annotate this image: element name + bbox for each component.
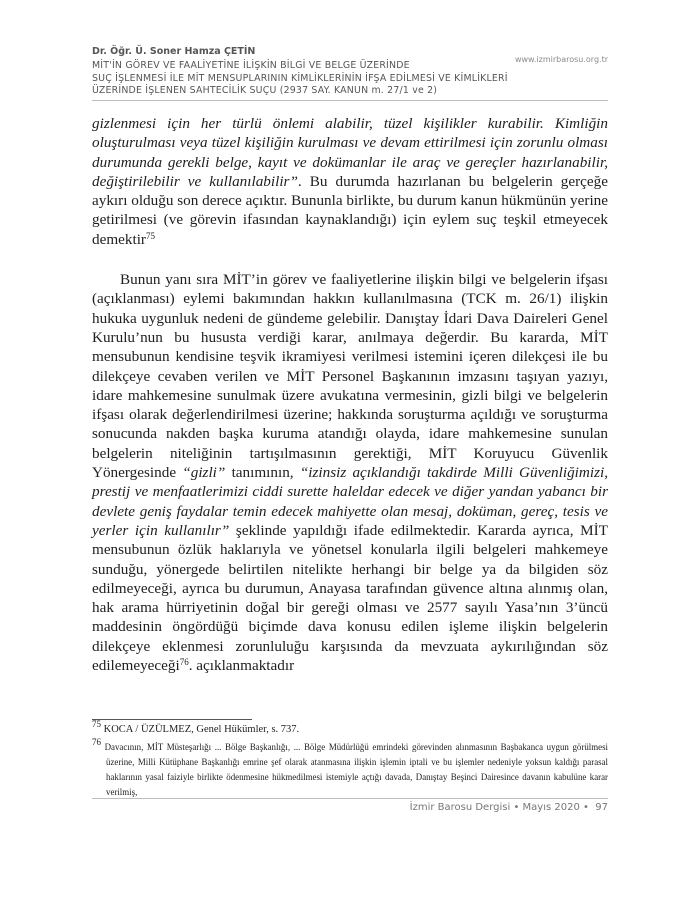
header-article-title: [92, 60, 542, 98]
footer-date: Mayıs 2020: [522, 802, 580, 813]
footnote-ref-76[interactable]: 76: [179, 657, 189, 668]
footnote-text: KOCA / ÜZÜLMEZ, Genel Hükümler, s. 737.: [103, 724, 300, 735]
footnote-76: [92, 737, 608, 800]
header-website[interactable]: www.izmirbarosu.org.tr: [514, 55, 608, 64]
header-divider: [92, 100, 608, 101]
footnote-number: 75: [92, 719, 101, 729]
footnote-ref-75[interactable]: 75: [145, 230, 155, 241]
header-title-line: ÜZERİNDE İŞLENEN SAHTECİLİK SUÇU (2937 SAY. KANUN m. 27/1 ve 2): [92, 85, 438, 96]
header-title-line: SUÇ İŞLENMESİ İLE MİT MENSUPLARININ KİMLİKLERİNİN İFŞA EDİLMESİ VE KİMLİKLERİ: [92, 72, 508, 84]
header-title-line: MİT'İN GÖREV VE FAALİYETİNE İLİŞKİN BİLGİ VE BELGE ÜZERİNDE: [92, 60, 410, 71]
paragraph-text: şeklinde yapıldığı ifade edilmektedir. Kararda ayrıca, MİT mensubunun özlük haklarıyla ve yönetsel konularla ilgili belgeleri mahkemeye sunduğu, yönergede belirtilen nitelikte herhangi bir belge ya da bilgiden söz edilmeyeceği, ayrıca bu durumun, Anayasa tarafından güvence altına alınmış olan, hak arama hürriyetinin doğal bir gereği olması ve 2577 sayılı Yasa’nın 3’üncü maddesinin öngördüğü biçimde dava konusu edilen işleme ilişkin belgelerin dilekçeye eklenmesi zorunluluğu karşısında da mevzuata aykırılığından söz edilemeyeceği: [92, 521, 608, 675]
footnote-text: Davacının, MİT Müsteşarlığı ... Bölge Başkanlığı, ... Bölge Müdürlüğü emrindeki görevinden alınmasının Başbakanca uygun görülmesi üzerine, Milli Kütüphane Başkanlığı emrine şef olarak atanmasına ilişkin işlemin iptali ve bu işlemler nedeniyle yoksun kaldığı parasal haklarının yasal faiziyle birlikte ödenmesine hükmedilmesi istemiyle açtığı davada, Danıştay Beşinci Dairesince davanın kabulüne karar verilmiş,: [104, 742, 608, 797]
main-body-text: [92, 114, 608, 675]
paragraph-2: [92, 270, 608, 675]
footnote-75: [92, 719, 608, 737]
footer-divider: [92, 798, 608, 799]
italic-definition: “izinsiz açıklandığı takdirde Milli Güvenliğimizi, prestij ve menfaatlerimizi ciddi surette haleldar edecek ve diğer yandan yabancı bir devlete geniş faydalar temin edecek mahiyette olan mesaj, doküman, gereç, tesis ve yerler için kullanılır”: [92, 464, 609, 539]
footnote-divider: [92, 719, 252, 720]
paragraph-text: Bunun yanı sıra MİT’in görev ve faaliyetlerine ilişkin bilgi ve belgelerin ifşası (açıklanması) eylemi bakımından hakkın kullanılmasına (TCK m. 26/1) ilişkin hukuka uygunluk nedeni de gündeme gelebilir. Danıştay İdari Dava Daireleri Genel Kurulu’nun bu hususta verdiği karar, anılmaya değerdir. Bu kararda, MİT mensubunun kendisine teşvik ikramiyesi verilmesi istemini içeren dilekçesi ile bu dilekçeye cevaben verilen ve MİT Personel Başkanının imzasını taşıyan yazıyı, idare mahkemesine sunulmak üzere avukatına vermesinin, gizli bilgi ve belgelerin ifşası olarak değerlendirilmesi üzerine; hakkında soruşturma açıldığı ve soruşturma sonucunda nakden başka kuruma atandığı olayda, idare mahkemesine sunulan belgelerin niteliğinin tartışılmasının gerektiği, MİT Koruyucu Güvenlik Yönergesinde: [92, 271, 608, 482]
header-author: Dr. Öğr. Ü. Soner Hamza ÇETİN: [92, 46, 256, 57]
italic-term: “gizli”: [182, 464, 226, 482]
footnote-number: 76: [92, 737, 101, 747]
paragraph-1: [92, 114, 608, 249]
page-footer: İzmir Barosu Dergisi • Mayıs 2020 • 97: [409, 802, 608, 813]
paragraph-text: . Bu durumda hazırlanan bu belgelerin gerçeğe aykırı olduğu son derece açıktır. Bununla birlikte, bu durum kanun hükmünün yerine getirilmesi (ve görevin ifasından kaynaklandığı) için eylem suç teşkil etmeyecek demektir: [92, 172, 608, 248]
footer-journal: İzmir Barosu Dergisi: [409, 802, 511, 813]
italic-quote: gizlenmesi için her türlü önlemi alabilir, tüzel kişilikler kurabilir. Kimliğin oluşturulması veya tüzel kişiliğin kurulması ve devam ettirilmesi için zorunlu olması durumunda gerekli belge, kayıt ve dokümanlar ile araç ve gereçler hazırlanabilir, değiştirilebilir ve kullanılabilir”: [92, 115, 608, 190]
paragraph-text: tanımının,: [225, 464, 300, 482]
paragraph-text: . açıklanmaktadır: [188, 657, 295, 675]
page-number: 97: [595, 802, 608, 813]
